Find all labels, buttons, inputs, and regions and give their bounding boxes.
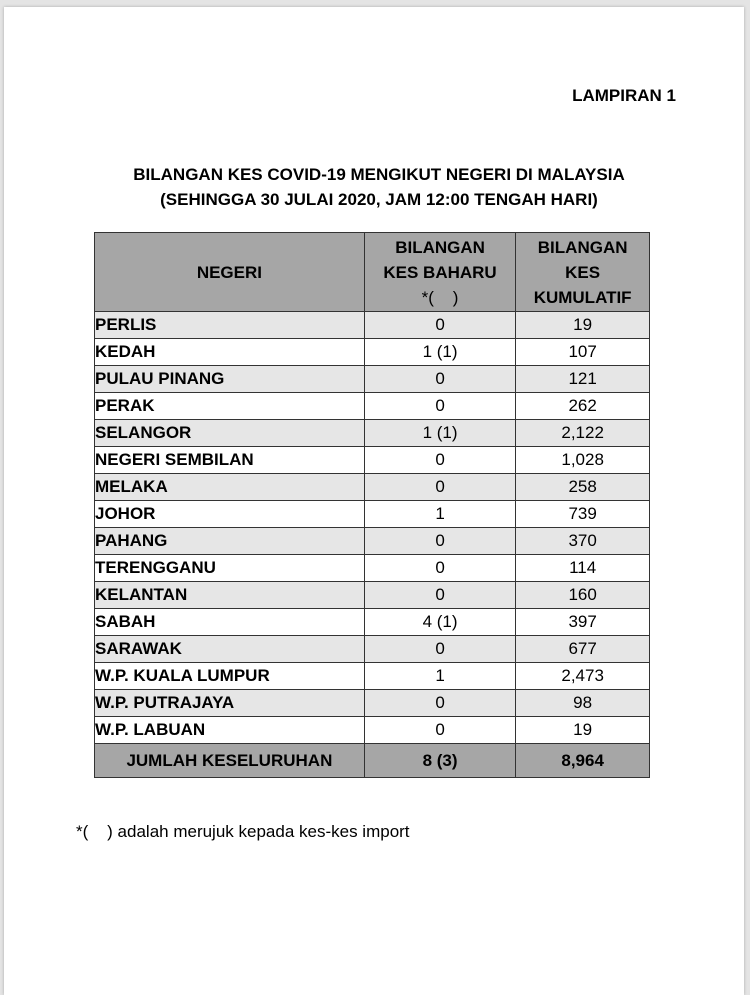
table-row xyxy=(95,420,650,447)
table-row xyxy=(95,447,650,474)
title-line-1: BILANGAN KES COVID-19 MENGIKUT NEGERI DI MALAYSIA xyxy=(133,165,625,184)
cumulative-cases: 397 xyxy=(516,609,650,636)
table-row xyxy=(95,609,650,636)
table-body xyxy=(95,312,650,778)
table-row xyxy=(95,582,650,609)
header-cumulative xyxy=(516,233,650,312)
new-cases: 1 xyxy=(364,663,515,690)
cumulative-cases: 1,028 xyxy=(516,447,650,474)
cumulative-cases: 258 xyxy=(516,474,650,501)
state-name: JOHOR xyxy=(95,501,365,528)
header-cumulative-line-2: KES xyxy=(565,262,601,282)
state-name: W.P. PUTRAJAYA xyxy=(95,690,365,717)
new-cases: 0 xyxy=(364,393,515,420)
table-row xyxy=(95,474,650,501)
header-new-cases-line-3: *( ) xyxy=(421,287,459,307)
table-row xyxy=(95,717,650,744)
state-name: PERLIS xyxy=(95,312,365,339)
cumulative-cases: 114 xyxy=(516,555,650,582)
state-name: SABAH xyxy=(95,609,365,636)
table-row xyxy=(95,636,650,663)
cumulative-cases: 19 xyxy=(516,312,650,339)
state-name: NEGERI SEMBILAN xyxy=(95,447,365,474)
cumulative-cases: 98 xyxy=(516,690,650,717)
new-cases: 4 (1) xyxy=(364,609,515,636)
cumulative-cases: 2,473 xyxy=(516,663,650,690)
total-label: JUMLAH KESELURUHAN xyxy=(95,744,365,778)
state-name: SARAWAK xyxy=(95,636,365,663)
new-cases: 0 xyxy=(364,528,515,555)
new-cases: 1 xyxy=(364,501,515,528)
header-state: NEGERI xyxy=(95,233,365,312)
cumulative-cases: 2,122 xyxy=(516,420,650,447)
table-header-row xyxy=(95,233,650,312)
cumulative-cases: 121 xyxy=(516,366,650,393)
table-row xyxy=(95,690,650,717)
table-row xyxy=(95,528,650,555)
cumulative-cases: 677 xyxy=(516,636,650,663)
footnote: *( ) adalah merujuk kepada kes-kes import xyxy=(76,822,410,841)
table-row xyxy=(95,366,650,393)
state-name: KEDAH xyxy=(95,339,365,366)
total-cumulative-cases: 8,964 xyxy=(516,744,650,778)
new-cases: 0 xyxy=(364,312,515,339)
total-new-cases: 8 (3) xyxy=(364,744,515,778)
table-row xyxy=(95,663,650,690)
title-line-2: (SEHINGGA 30 JULAI 2020, JAM 12:00 TENGAH HARI) xyxy=(160,190,598,209)
cumulative-cases: 160 xyxy=(516,582,650,609)
table-row xyxy=(95,312,650,339)
table-row xyxy=(95,339,650,366)
header-new-cases-line-2: KES BAHARU xyxy=(383,262,497,282)
new-cases: 1 (1) xyxy=(364,420,515,447)
state-name: W.P. LABUAN xyxy=(95,717,365,744)
state-name: TERENGGANU xyxy=(95,555,365,582)
new-cases: 0 xyxy=(364,582,515,609)
total-row xyxy=(95,744,650,778)
state-name: PAHANG xyxy=(95,528,365,555)
new-cases: 0 xyxy=(364,636,515,663)
covid-cases-table xyxy=(94,232,650,778)
header-new-cases-line-1: BILANGAN xyxy=(395,237,485,257)
cumulative-cases: 370 xyxy=(516,528,650,555)
new-cases: 1 (1) xyxy=(364,339,515,366)
header-cumulative-line-3: KUMULATIF xyxy=(533,287,632,307)
new-cases: 0 xyxy=(364,690,515,717)
new-cases: 0 xyxy=(364,717,515,744)
new-cases: 0 xyxy=(364,474,515,501)
cumulative-cases: 107 xyxy=(516,339,650,366)
state-name: W.P. KUALA LUMPUR xyxy=(95,663,365,690)
state-name: PULAU PINANG xyxy=(95,366,365,393)
header-cumulative-line-1: BILANGAN xyxy=(537,237,628,257)
table-row xyxy=(95,501,650,528)
state-name: SELANGOR xyxy=(95,420,365,447)
state-name: PERAK xyxy=(95,393,365,420)
new-cases: 0 xyxy=(364,555,515,582)
new-cases: 0 xyxy=(364,447,515,474)
cumulative-cases: 19 xyxy=(516,717,650,744)
state-name: KELANTAN xyxy=(95,582,365,609)
header-new-cases xyxy=(364,233,515,312)
annex-label: LAMPIRAN 1 xyxy=(572,86,676,105)
cumulative-cases: 739 xyxy=(516,501,650,528)
state-name: MELAKA xyxy=(95,474,365,501)
new-cases: 0 xyxy=(364,366,515,393)
table-row xyxy=(95,393,650,420)
table-row xyxy=(95,555,650,582)
document-title xyxy=(4,162,750,212)
cumulative-cases: 262 xyxy=(516,393,650,420)
